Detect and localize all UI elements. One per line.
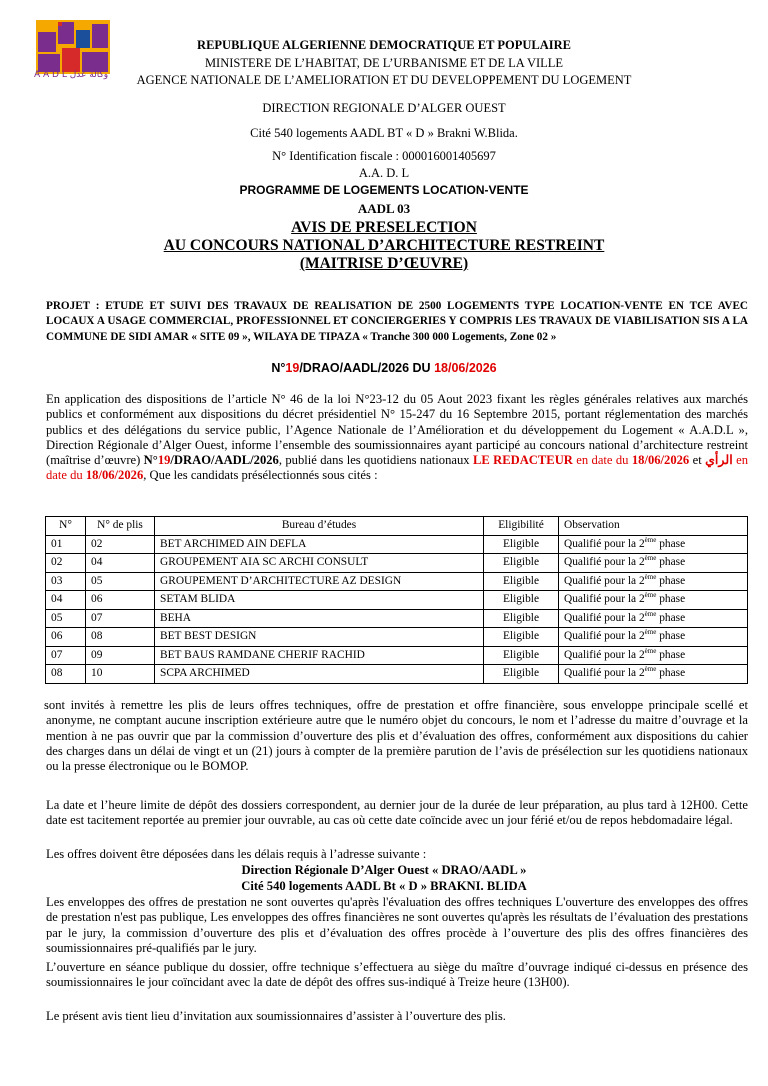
row-plis: 04 xyxy=(86,554,155,573)
deposit-paragraph: Les offres doivent être déposées dans les délais requis à l’adresse suivante : xyxy=(46,847,427,861)
row-eligibility: Eligible xyxy=(484,665,559,684)
table-row xyxy=(46,591,748,610)
header-nif: N° Identification fiscale : 000016001405697 xyxy=(272,149,496,163)
row-bureau: BEHA xyxy=(155,609,484,628)
preselection-table xyxy=(45,516,748,684)
notice-title: AVIS DE PRESELECTION xyxy=(291,219,477,236)
header-ministry: MINISTERE DE L’HABITAT, DE L’URBANISME ET DE LA VILLE xyxy=(204,56,564,70)
notice-subtitle: AU CONCOURS NATIONAL D’ARCHITECTURE RESTREINT xyxy=(163,237,605,254)
col-header-plis: N° de plis xyxy=(86,517,155,536)
row-eligibility: Eligible xyxy=(484,646,559,665)
deadline-paragraph: La date et l’heure limite de dépôt des dossiers correspondent, au dernier jour de la durée de leur préparation, au plus tard à 12H00. Cette date est tacitement reportée au premier jour ouvrable, au cas où cette date coïncide avec un jour férié et/ou de repos hebdomadaire légal. xyxy=(46,798,748,828)
programme-title: PROGRAMME DE LOGEMENTS LOCATION-VENTE xyxy=(239,183,529,197)
row-plis: 09 xyxy=(86,646,155,665)
row-observation: Qualifié pour la 2ème phase xyxy=(559,665,748,684)
row-bureau: SCPA ARCHIMED xyxy=(155,665,484,684)
row-bureau: BET BAUS RAMDANE CHERIF RACHID xyxy=(155,646,484,665)
table-row xyxy=(46,572,748,591)
row-observation: Qualifié pour la 2ème phase xyxy=(559,646,748,665)
row-plis: 08 xyxy=(86,628,155,647)
project-reference: N°19/DRAO/AADL/2026 DU 18/06/2026 xyxy=(271,361,497,375)
row-observation: Qualifié pour la 2ème phase xyxy=(559,535,748,554)
intro-paragraph: En application des dispositions de l’article N° 46 de la loi N°23-12 du 05 Aout 2023 fixant les règles générales relatives aux marchés publics et conformément aux dispositions du décret présidentiel N° 15-247 du 16 Septembre 2015, portant réglementation des marchés publics et des délégations du service public, l’Agence Nationale de l’Amélioration et du développement du Logement « A.A.D.L », Direction Régionale d’Alger Ouest, informe l’ensemble des soumissionnaires ayant participé au concours national d’architecture restreint (maîtrise d’œuvre) N°19/DRAO/AADL/2026, publié dans les quotidiens nationaux LE REDACTEUR en date du 18/06/2026 et الرأي en date du 18/06/2026, Que les candidats présélectionnés sous cités : xyxy=(46,392,748,483)
header-aadl: A.A. D. L xyxy=(358,166,410,180)
instructions-paragraph: sont invités à remettre les plis de leurs offres techniques, offre de prestation et offre financière, sous enveloppe principale scellé et anonyme, ne comptant aucune inscription extérieure autre que le numéro objet du concours, le nom et l’adresse du maitre d’ouvrage et la mention à ne pas ouvrir que par la commission d’ouverture des plis et d’évaluation des offres, conformément aux dispositions du cahier des charges dans un délai de vingt et un (21) jours à compter de la première parution de l’avis de présélection sur les quotidiens nationaux ou la presse électronique ou le BOMOP. xyxy=(44,698,748,774)
row-eligibility: Eligible xyxy=(484,591,559,610)
col-header-observation: Observation xyxy=(559,517,748,536)
row-eligibility: Eligible xyxy=(484,554,559,573)
row-number: 08 xyxy=(46,665,86,684)
row-observation: Qualifié pour la 2ème phase xyxy=(559,628,748,647)
row-eligibility: Eligible xyxy=(484,609,559,628)
row-eligibility: Eligible xyxy=(484,535,559,554)
deposit-address-line2: Cité 540 logements AADL Bt « D » BRAKNI. BLIDA xyxy=(241,879,527,893)
row-number: 05 xyxy=(46,609,86,628)
table-header-row xyxy=(46,517,748,536)
row-plis: 07 xyxy=(86,609,155,628)
row-number: 01 xyxy=(46,535,86,554)
header-address: Cité 540 logements AADL BT « D » Brakni W.Blida. xyxy=(250,126,518,140)
table-row xyxy=(46,554,748,573)
row-plis: 05 xyxy=(86,572,155,591)
table-row xyxy=(46,628,748,647)
row-eligibility: Eligible xyxy=(484,628,559,647)
row-bureau: SETAM BLIDA xyxy=(155,591,484,610)
table-row xyxy=(46,609,748,628)
public-session-paragraph: L’ouverture en séance publique du dossier, offre technique s’effectuera au siège du maître d’ouvrage indiqué ci-dessus en présence des soumissionnaires le jour coïncidant avec la date de dépôt des offres sus-indiqué à Treize heure (13H00). xyxy=(46,960,748,990)
table-row xyxy=(46,535,748,554)
notice-subtitle-moe: (MAITRISE D’ŒUVRE) xyxy=(299,255,469,272)
row-plis: 06 xyxy=(86,591,155,610)
row-number: 04 xyxy=(46,591,86,610)
header-agency: AGENCE NATIONALE DE L’AMELIORATION ET DU DEVELOPPEMENT DU LOGEMENT xyxy=(136,73,632,87)
row-observation: Qualifié pour la 2ème phase xyxy=(559,609,748,628)
row-bureau: GROUPEMENT AIA SC ARCHI CONSULT xyxy=(155,554,484,573)
project-description: PROJET : ETUDE ET SUIVI DES TRAVAUX DE REALISATION DE 2500 LOGEMENTS TYPE LOCATION-VENTE EN TCE AVEC LOCAUX A USAGE COMMERCIAL, PROFESSIONNEL ET CONCIERGERIES Y COMPRIS LES TRAVAUX DE VIABILISATION SIS A LA COMMUNE DE SIDI AMAR « SITE 09 », WILAYA DE TIPAZA « Tranche 300 000 Logements, Zone 02 » xyxy=(46,300,748,343)
logo-caption: A A D L وكالة عدل xyxy=(34,70,109,80)
deposit-address-line1: Direction Régionale D’Alger Ouest « DRAO/AADL » xyxy=(241,863,527,877)
row-bureau: BET ARCHIMED AIN DEFLA xyxy=(155,535,484,554)
row-observation: Qualifié pour la 2ème phase xyxy=(559,572,748,591)
row-number: 07 xyxy=(46,646,86,665)
row-bureau: BET BEST DESIGN xyxy=(155,628,484,647)
row-number: 02 xyxy=(46,554,86,573)
col-header-number: N° xyxy=(46,517,86,536)
row-observation: Qualifié pour la 2ème phase xyxy=(559,591,748,610)
invitation-paragraph: Le présent avis tient lieu d’invitation aux soumissionnaires d’assister à l’ouverture des plis. xyxy=(46,1009,506,1023)
col-header-bureau: Bureau d’études xyxy=(155,517,484,536)
row-number: 03 xyxy=(46,572,86,591)
table-row xyxy=(46,646,748,665)
row-bureau: GROUPEMENT D’ARCHITECTURE AZ DESIGN xyxy=(155,572,484,591)
row-number: 06 xyxy=(46,628,86,647)
row-plis: 02 xyxy=(86,535,155,554)
programme-aadl03: AADL 03 xyxy=(357,201,411,216)
header-republic: REPUBLIQUE ALGERIENNE DEMOCRATIQUE ET POPULAIRE xyxy=(197,38,571,52)
col-header-eligibility: Eligibilité xyxy=(484,517,559,536)
table-row xyxy=(46,665,748,684)
opening-paragraph: Les enveloppes des offres de prestation ne sont ouvertes qu'après l'évaluation des offres techniques L'ouverture des enveloppes des offres de prestation n'est pas publique, Les enveloppes des offres financières ne sont ouvertes qu'après les résultats de l’évaluation des prestations par le jury, la commission d’ouverture des plis et d’évaluation des offres procède à l’ouverture des plis des offres financières des soumissionnaires pré-qualifiés par le jury. xyxy=(46,895,748,955)
row-eligibility: Eligible xyxy=(484,572,559,591)
header-direction: DIRECTION REGIONALE D’ALGER OUEST xyxy=(262,101,506,115)
row-plis: 10 xyxy=(86,665,155,684)
row-observation: Qualifié pour la 2ème phase xyxy=(559,554,748,573)
